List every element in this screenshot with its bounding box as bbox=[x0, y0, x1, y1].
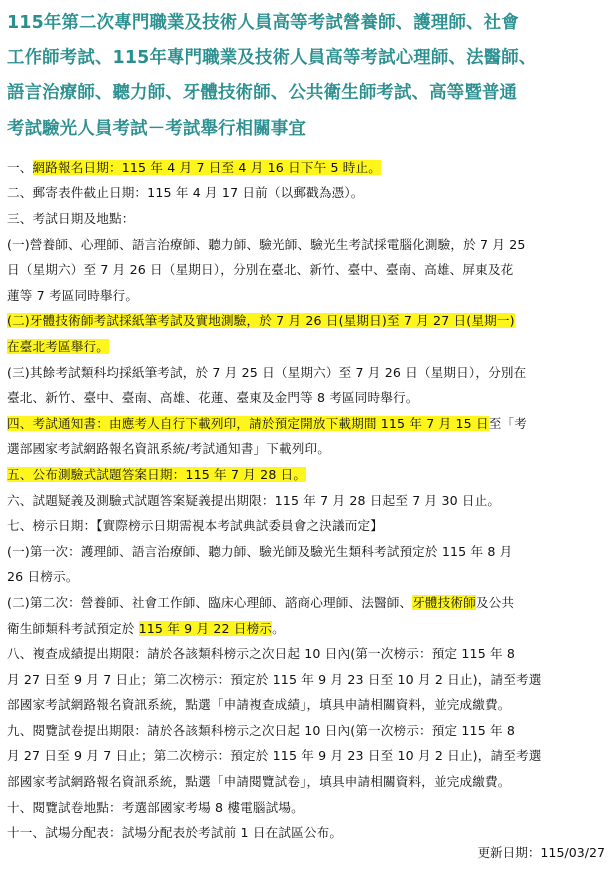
body-text: 部國家考試網路報名資訊系統，點選「申請複查成績」，填具申請相關資料，並完成繳費。 bbox=[7, 697, 511, 713]
body-text: 選部國家考試網路報名資訊系統/考試通知書」下載列印。 bbox=[7, 441, 330, 457]
body-line bbox=[7, 590, 608, 616]
body-line bbox=[7, 718, 608, 744]
body-text: 至「考 bbox=[488, 415, 527, 431]
body-text: 月 27 日至 9 月 7 日止；第二次榜示：預定於 115 年 9 月 23 日至 10 月 2 日止)，請至考選 bbox=[7, 748, 542, 764]
body-line bbox=[7, 411, 608, 437]
body-line bbox=[7, 232, 608, 258]
body-text: 部國家考試網路報名資訊系統，點選「申請閱覽試卷」，填具申請相關資料，並完成繳費。 bbox=[7, 774, 511, 790]
updated-date: 更新日期：115/03/27 bbox=[477, 845, 605, 860]
body-text: 三、考試日期及地點： bbox=[7, 211, 135, 226]
body-text: 八、複查成績提出期限：請於各該類科榜示之次日起 10 日內(第一次榜示：預定 115 年 8 bbox=[7, 646, 516, 662]
body-line bbox=[7, 385, 608, 411]
body-line bbox=[7, 820, 608, 846]
body-text: 26 日榜示。 bbox=[7, 569, 79, 585]
body-text: 十、閱覽試卷地點：考選部國家考場 8 樓電腦試場。 bbox=[7, 799, 304, 815]
body-line bbox=[7, 308, 608, 334]
announcement-title: 115年第二次專門職業及技術人員高等考試營養師、護理師、社會 工作師考試、115年專門職業及技術人員高等考試心理師、法醫師、 語言治療師、聽力師、牙體技術師、公共衛生師考試、高等暨普通 考試驗光人員考試－考試舉行相關事宜 bbox=[7, 13, 537, 139]
body-text: 蓮等 7 考區同時舉行。 bbox=[7, 287, 139, 303]
body-line bbox=[7, 743, 608, 769]
body-text: (一)營養師、心理師、語言治療師、聽力師、驗光師、驗光生考試採電腦化測驗，於 7 月 25 bbox=[7, 236, 526, 252]
body-text: 七、榜示日期：【實際榜示日期需視本考試典試委員會之決議而定】 bbox=[7, 518, 384, 534]
body-line bbox=[7, 436, 608, 462]
body-text: 九、閱覽試卷提出期限：請於各該類科榜示之次日起 10 日內(第一次榜示：預定 115 年 8 bbox=[7, 722, 516, 738]
announcement-page bbox=[7, 0, 608, 846]
body-line bbox=[7, 564, 608, 590]
highlighted-text: 在臺北考區舉行。 bbox=[7, 338, 109, 354]
highlighted-text: 115 年 9 月 22 日榜示 bbox=[138, 620, 273, 636]
body-line bbox=[7, 283, 608, 309]
body-line bbox=[7, 692, 608, 718]
highlighted-text: 牙體技術師 bbox=[412, 594, 476, 610]
body-line bbox=[7, 334, 608, 360]
body-line bbox=[7, 257, 608, 283]
body-text: 衛生師類科考試預定於 bbox=[7, 620, 139, 636]
body-text: 十一、試場分配表：試場分配表於考試前 1 日在試區公布。 bbox=[7, 825, 343, 841]
body-line bbox=[7, 155, 608, 181]
body-line bbox=[7, 360, 608, 386]
body-line bbox=[7, 667, 608, 693]
highlighted-text: (二)牙體技術師考試採紙筆考試及實地測驗，於 7 月 26 日(星期日)至 7 月 27 日(星期一) bbox=[7, 313, 515, 329]
body-line bbox=[7, 513, 608, 539]
highlighted-text: 四、考試通知書：由應考人自行下載列印，請於預定開放下載期間 115 年 7 月 15 日 bbox=[7, 415, 489, 431]
highlighted-text: 網路報名日期：115 年 4 月 7 日至 4 月 16 日下午 5 時止。 bbox=[32, 159, 382, 175]
body-line bbox=[7, 180, 608, 206]
body-text: 二、郵寄表件截止日期：115 年 4 月 17 日前（以郵戳為憑）。 bbox=[7, 185, 364, 201]
body-line bbox=[7, 795, 608, 821]
body-line bbox=[7, 769, 608, 795]
body-text: 日（星期六）至 7 月 26 日（星期日），分別在臺北、新竹、臺中、臺南、高雄、屏東及花 bbox=[7, 262, 514, 278]
announcement-body bbox=[7, 155, 608, 846]
body-text: 臺北、新竹、臺中、臺南、高雄、花蓮、臺東及金門等 8 考區同時舉行。 bbox=[7, 390, 419, 406]
body-line bbox=[7, 462, 608, 488]
highlighted-text: 五、公布測驗式試題答案日期：115 年 7 月 28 日。 bbox=[7, 466, 307, 482]
body-text: (二)第二次：營養師、社會工作師、臨床心理師、諮商心理師、法醫師、 bbox=[7, 594, 413, 610]
body-text: 及公共 bbox=[475, 594, 515, 610]
body-text: 。 bbox=[272, 620, 285, 636]
body-text: (一)第一次：護理師、語言治療師、聽力師、驗光師及驗光生類科考試預定於 115 年 8 月 bbox=[7, 543, 513, 559]
body-text: 一、 bbox=[7, 159, 33, 175]
body-line bbox=[7, 616, 608, 642]
body-line bbox=[7, 206, 608, 232]
body-line bbox=[7, 539, 608, 565]
body-line bbox=[7, 488, 608, 514]
body-text: (三)其餘考試類科均採紙筆考試，於 7 月 25 日（星期六）至 7 月 26 日（星期日），分別在 bbox=[7, 364, 527, 380]
body-text: 六、試題疑義及測驗式試題答案疑義提出期限：115 年 7 月 28 日起至 7 月 30 日止。 bbox=[7, 492, 501, 508]
body-line bbox=[7, 641, 608, 667]
body-text: 月 27 日至 9 月 7 日止；第二次榜示：預定於 115 年 9 月 23 日至 10 月 2 日止)，請至考選 bbox=[7, 671, 542, 687]
